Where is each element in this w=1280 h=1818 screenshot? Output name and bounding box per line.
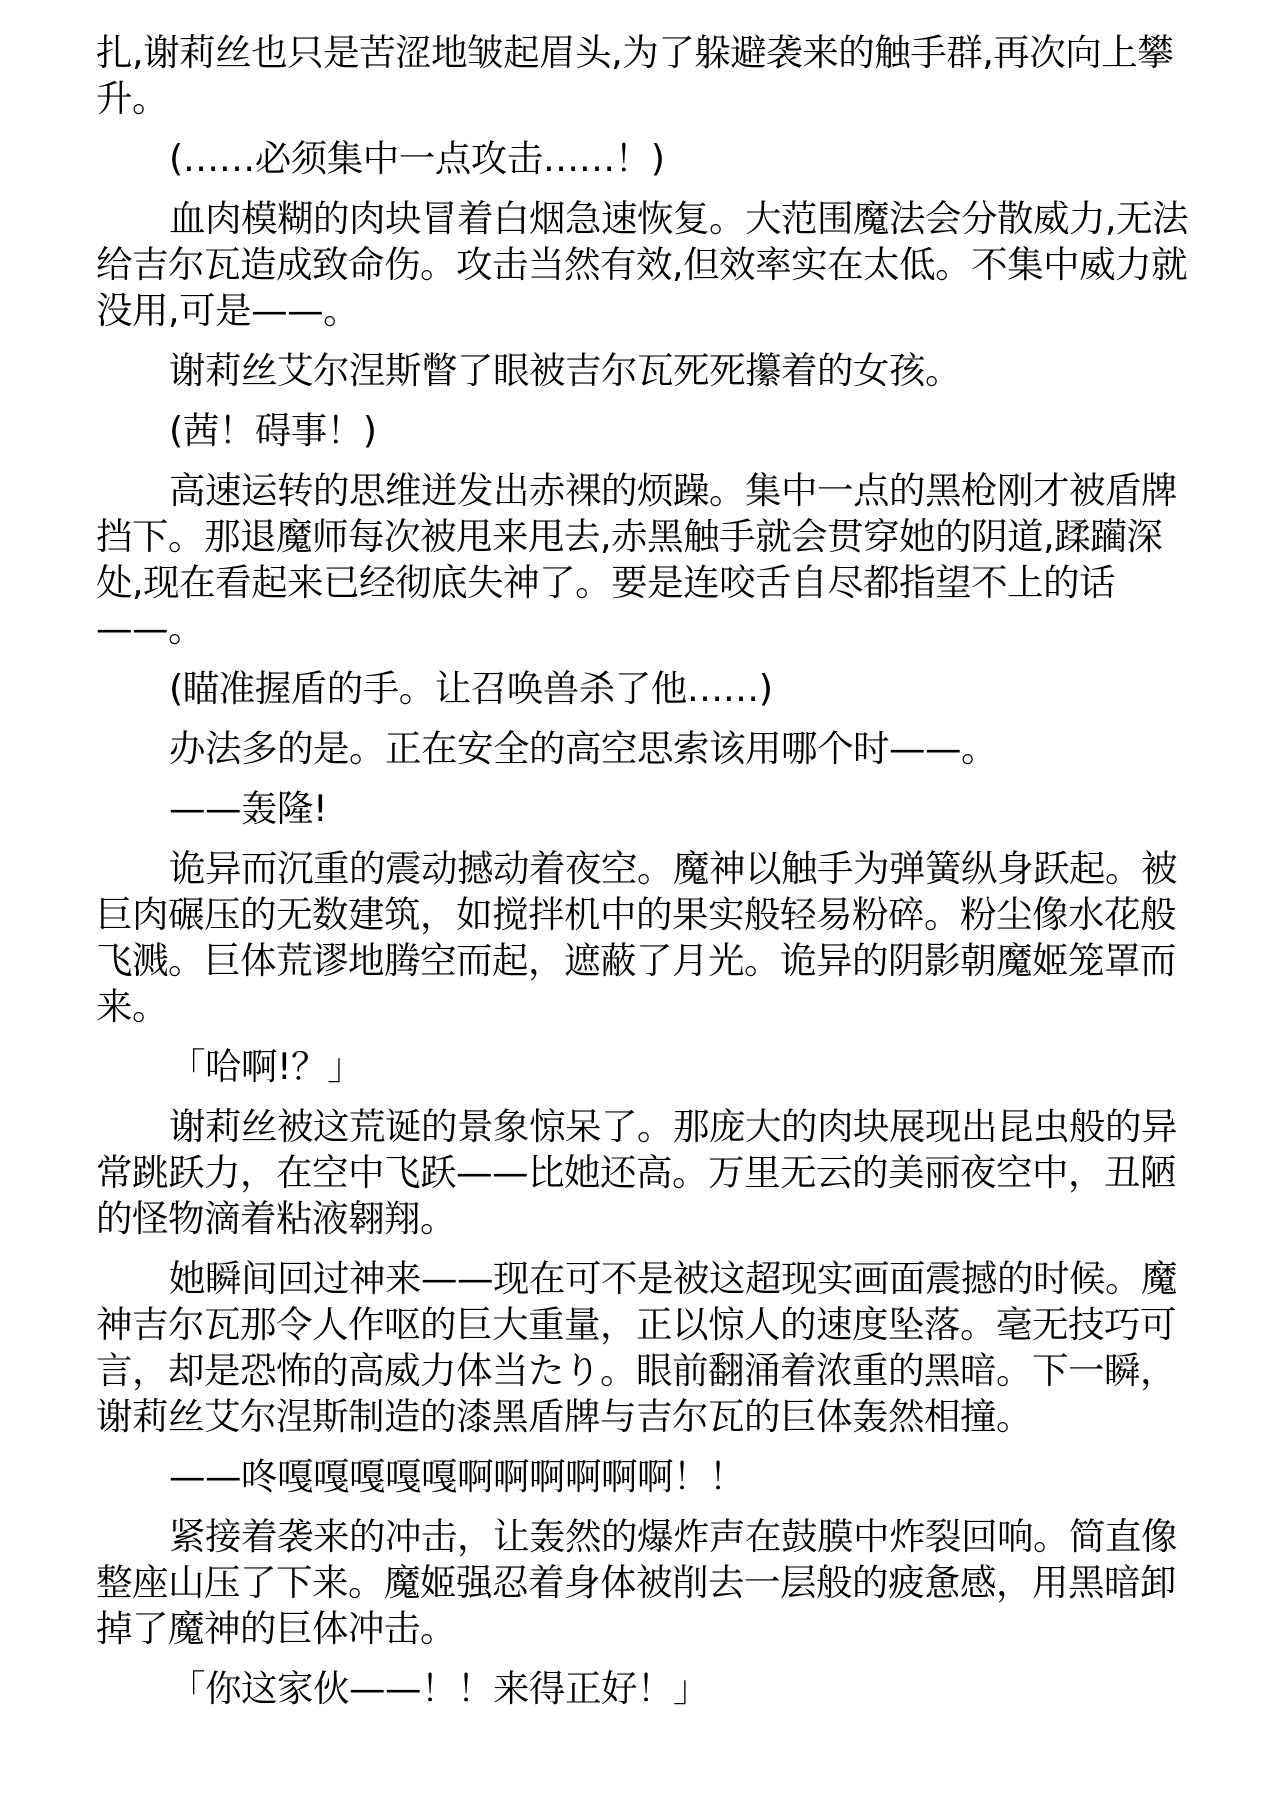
- paragraph: 紧接着袭来的冲击，让轰然的爆炸声在鼓膜中炸裂回响。简直像整座山压了下来。魔姬强忍着身体被削去一层般的疲惫感，用黑暗卸掉了魔神的巨体冲击。: [96, 1515, 1177, 1650]
- paragraph: 谢莉丝艾尔涅斯瞥了眼被吉尔瓦死死攥着的女孩。: [169, 349, 961, 392]
- paragraph: (……必须集中一点攻击……！): [169, 137, 665, 180]
- paragraph: 她瞬间回过神来——现在可不是被这超现实画面震撼的时候。魔神吉尔瓦那令人作呕的巨大重量，正以惊人的速度坠落。毫无技巧可言，却是恐怖的高威力体当たり。眼前翻涌着浓重的黑暗。下一瞬，谢莉丝艾尔涅斯制造的漆黑盾牌与吉尔瓦的巨体轰然相撞。: [96, 1257, 1177, 1438]
- paragraph: 「哈啊!？」: [169, 1045, 364, 1088]
- paragraph: 血肉模糊的肉块冒着白烟急速恢复。大范围魔法会分散威力,无法给吉尔瓦造成致命伤。攻击当然有效,但效率实在太低。不集中威力就没用,可是——。: [96, 197, 1189, 332]
- paragraph: 高速运转的思维迸发出赤裸的烦躁。集中一点的黑枪刚才被盾牌挡下。那退魔师每次被甩来甩去,赤黑触手就会贯穿她的阴道,蹂躏深处,现在看起来已经彻底失神了。要是连咬舌自尽都指望不上的话——。: [96, 469, 1177, 650]
- paragraph: (茜！碍事！): [169, 409, 377, 452]
- paragraph: 办法多的是。正在安全的高空思索该用哪个时——。: [169, 727, 997, 770]
- paragraph: ——咚嘎嘎嘎嘎嘎啊啊啊啊啊啊！！: [169, 1455, 745, 1498]
- paragraph: 谢莉丝被这荒诞的景象惊呆了。那庞大的肉块展现出昆虫般的异常跳跃力，在空中飞跃——比她还高。万里无云的美丽夜空中，丑陋的怪物滴着粘液翱翔。: [96, 1105, 1177, 1240]
- paragraph: 扎,谢莉丝也只是苦涩地皱起眉头,为了躲避袭来的触手群,再次向上攀升。: [96, 31, 1174, 120]
- paragraph: 诡异而沉重的震动撼动着夜空。魔神以触手为弹簧纵身跃起。被巨肉碾压的无数建筑，如搅拌机中的果实般轻易粉碎。粉尘像水花般飞溅。巨体荒谬地腾空而起，遮蔽了月光。诡异的阴影朝魔姬笼罩而来。: [96, 847, 1177, 1028]
- novel-text-body: [96, 30, 1192, 1726]
- paragraph: (瞄准握盾的手。让召唤兽杀了他……): [169, 667, 773, 710]
- paragraph: ——轰隆!: [169, 787, 328, 830]
- paragraph: 「你这家伙——！！来得正好！」: [169, 1667, 709, 1710]
